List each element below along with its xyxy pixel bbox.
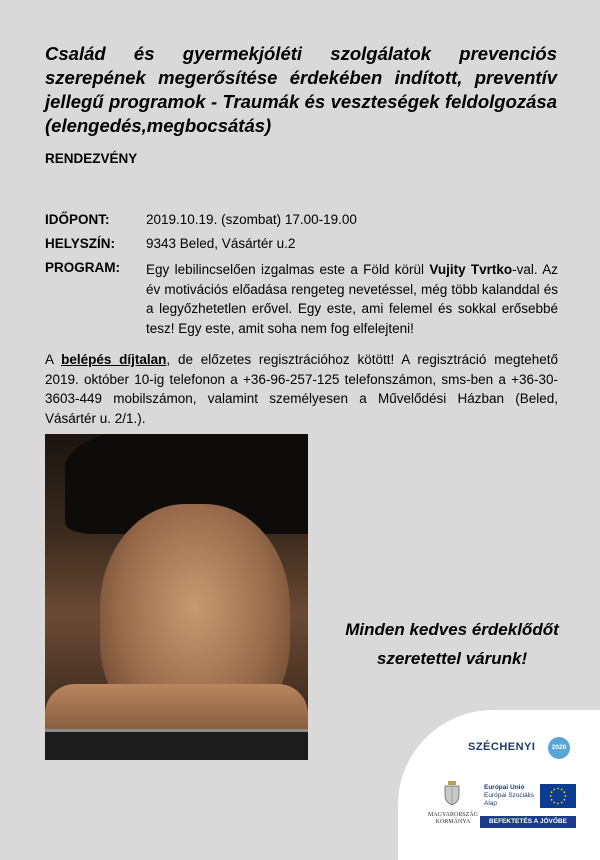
event-type-label: RENDEZVÉNY xyxy=(45,151,138,166)
registration-info xyxy=(45,350,558,428)
welcome-message xyxy=(322,615,582,673)
eu-line-2: Európai Szociális xyxy=(484,792,534,799)
performer-photo xyxy=(45,434,308,760)
eu-fund-text xyxy=(484,784,534,808)
free-entry-highlight: belépés díjtalan xyxy=(61,352,167,367)
welcome-line-1: Minden kedves érdeklődőt xyxy=(345,620,559,639)
invest-future-banner: BEFEKTETÉS A JÖVŐBE xyxy=(480,816,576,828)
welcome-line-2: szeretettel várunk! xyxy=(376,649,528,668)
registration-pre: A xyxy=(45,352,62,367)
szechenyi-logo-text: SZÉCHENYI xyxy=(468,741,536,753)
place-value: 9343 Beled, Vásártér u.2 xyxy=(146,236,296,251)
eu-line-3: Alap xyxy=(484,800,498,807)
place-label: HELYSZÍN: xyxy=(45,236,116,251)
eu-line-1: Európai Unió xyxy=(484,784,525,791)
time-label: IDŐPONT: xyxy=(45,212,110,227)
program-label: PROGRAM: xyxy=(45,260,120,275)
time-value: 2019.10.19. (szombat) 17.00-19.00 xyxy=(146,212,357,227)
hungarian-coat-of-arms-icon xyxy=(442,780,462,806)
program-text-pre: Egy lebilincselően izgalmas este a Föld körül xyxy=(146,262,430,277)
suitcase-shape xyxy=(45,729,308,760)
registration-post: , de előzetes regisztrációhoz kötött! A regisztráció megtehető 2019. október 10-ig telefonon a +36-96-257-125 telefonszámon, sms-ben a +36-30-3603-449 mobilszámon, valamint személyesen a Művelődési Házban (Beled, Vásártér u. 2/1.). xyxy=(45,352,558,426)
document-title: Család és gyermekjóléti szolgálatok prevenciós szerepének megerősítése érdekében indított, preventív jellegű programok - Traumák és veszteségek feldolgozása (elengedés,megbocsátás) xyxy=(45,43,557,136)
gov-line-1: MAGYARORSZÁG xyxy=(427,812,478,818)
gov-line-2: KORMÁNYA xyxy=(435,819,471,825)
program-text-post: -val. Az év motivációs előadása rengeteg nevetéssel, még több kalanddal és a legyőzhetetlen erővel. Egy este, ami felemel és sokkal erősebbé tesz! Egy este, amit soha nem fog elfelejteni! xyxy=(146,262,559,336)
performer-name: Vujity Tvrtko xyxy=(429,262,513,277)
government-logo-text xyxy=(423,812,483,826)
szechenyi-pin-icon: 2020 xyxy=(548,737,570,759)
program-description xyxy=(146,260,558,338)
eu-flag-icon xyxy=(540,784,576,808)
